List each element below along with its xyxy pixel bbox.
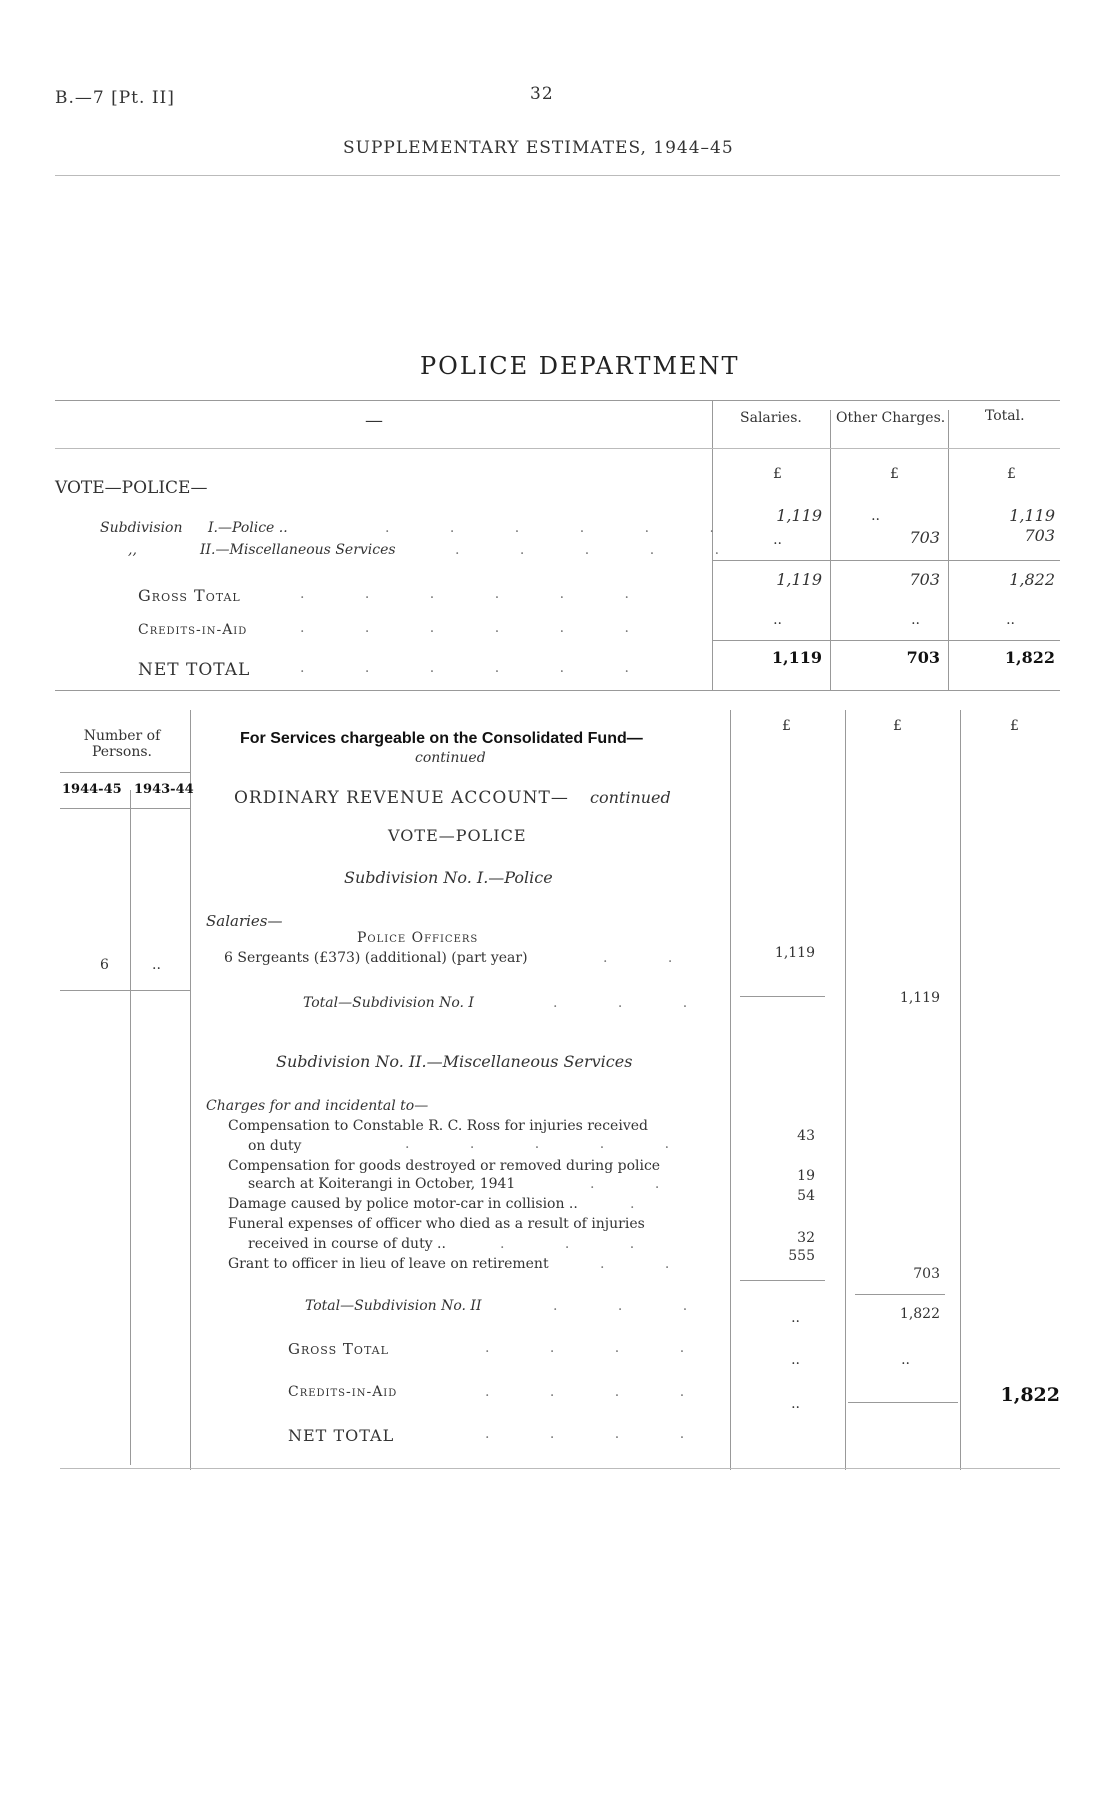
- sergeants-persons-1944: 6: [100, 957, 109, 973]
- fund-continued: continued: [415, 750, 486, 766]
- summary-col-rule-3: [948, 410, 949, 690]
- detail-bottom-rule: [60, 1468, 1060, 1469]
- page-reference: B.—7 [Pt. II]: [55, 88, 175, 108]
- item1-amount: 43: [797, 1128, 815, 1144]
- row1-prefix: Subdivision: [100, 520, 183, 536]
- year-rule: [60, 808, 190, 809]
- fund-heading: For Services chargeable on the Consolidated Fund—: [240, 730, 643, 747]
- credits-salaries: ..: [773, 612, 782, 628]
- detail-col-rule-1: [730, 710, 731, 1470]
- sub1-heading: Subdivision No. I.—Police: [344, 868, 553, 887]
- item5-amount: 555: [788, 1248, 815, 1264]
- detail-net-leader: . . . .: [485, 1426, 713, 1442]
- net-total-other: 703: [906, 648, 940, 667]
- detail-credits-col2: ..: [901, 1352, 910, 1368]
- item3-amount: 54: [797, 1188, 815, 1204]
- gross-total-other: 703: [909, 570, 940, 589]
- detail-gross-label: Gross Total: [288, 1340, 389, 1358]
- sub1-total-leader: . . .: [553, 995, 716, 1011]
- net-total-label: NET TOTAL: [138, 660, 251, 680]
- detail-credits-label: Credits-in-Aid: [288, 1384, 398, 1400]
- row2-leader: . . . . .: [455, 542, 748, 558]
- sub2-total-label: Total—Subdivision No. II: [305, 1298, 482, 1314]
- sergeants-persons-1943: ..: [152, 957, 161, 973]
- currency-salaries: £: [773, 466, 782, 482]
- row-sum-rule: [712, 560, 1060, 561]
- summary-col-rule-2: [830, 410, 831, 690]
- salaries-label: Salaries—: [206, 912, 283, 930]
- detail-credits-col1: ..: [791, 1352, 800, 1368]
- item4-amount: 32: [797, 1230, 815, 1246]
- item4-leader: . . .: [500, 1236, 663, 1252]
- persons-bottom-rule: [60, 990, 190, 991]
- currency-total: £: [1007, 466, 1016, 482]
- col-header-total: Total.: [985, 408, 1025, 424]
- year-1944: 1944-45: [62, 782, 122, 797]
- gross-total-salaries: 1,119: [776, 570, 822, 589]
- detail-col-rule-3: [960, 710, 961, 1470]
- persons-header-rule: [60, 772, 190, 773]
- summary-dash-header: —: [365, 410, 383, 431]
- item5-leader: . .: [600, 1256, 698, 1272]
- gross-total-total: 1,822: [1009, 570, 1055, 589]
- row2-label: II.—Miscellaneous Services: [200, 542, 396, 558]
- sub-sum-rule: [855, 1294, 945, 1295]
- detail-col-rule-2: [845, 710, 846, 1470]
- net-total-salaries: 1,119: [771, 648, 822, 667]
- page-number: 32: [530, 84, 554, 104]
- sub2-total-leader: . . .: [553, 1298, 716, 1314]
- net-total-leader: . . . . . .: [300, 660, 657, 676]
- net-total-total: 1,822: [1004, 648, 1055, 667]
- detail-net-total: 1,822: [1000, 1384, 1060, 1406]
- year-1943: 1943-44: [134, 782, 194, 797]
- account-continued: continued: [590, 788, 671, 807]
- detail-persons-rule: [190, 710, 191, 1470]
- row1-leader: . . . . . .: [385, 520, 742, 536]
- item1-leader: . . . . .: [405, 1136, 698, 1152]
- detail-currency-1: £: [782, 718, 791, 734]
- row2-prefix: ,,: [128, 542, 137, 558]
- detail-gross-col1: ..: [791, 1310, 800, 1326]
- sub2-total-amount: 703: [913, 1266, 940, 1282]
- summary-bottom-rule: [55, 690, 1060, 691]
- vote-heading: VOTE—POLICE: [388, 826, 527, 845]
- persons-header: Number of Persons.: [83, 728, 161, 760]
- item5-line1: Grant to officer in lieu of leave on retirement: [228, 1256, 549, 1272]
- row2-other: 703: [909, 528, 940, 547]
- sergeants-leader: . .: [603, 950, 701, 966]
- gross-total-leader: . . . . . .: [300, 586, 657, 602]
- sergeants-sum-rule: [740, 996, 825, 997]
- detail-year-rule: [130, 790, 131, 1465]
- credits-total: ..: [1006, 612, 1015, 628]
- detail-net-col1: ..: [791, 1396, 800, 1412]
- running-title: SUPPLEMENTARY ESTIMATES, 1944–45: [343, 138, 734, 158]
- header-rule: [55, 175, 1060, 176]
- sub1-total-amount: 1,119: [899, 990, 940, 1006]
- item2-line2: search at Koiterangi in October, 1941: [248, 1176, 516, 1192]
- row1-other: ..: [871, 508, 880, 524]
- sub2-heading: Subdivision No. II.—Miscellaneous Services: [276, 1052, 633, 1071]
- account-heading: ORDINARY REVENUE ACCOUNT—: [234, 788, 569, 808]
- credits-leader: . . . . . .: [300, 620, 657, 636]
- row2-total: 703: [1024, 526, 1055, 545]
- detail-currency-2: £: [893, 718, 902, 734]
- credits-rule: [712, 640, 1060, 641]
- sergeants-amount: 1,119: [774, 945, 815, 961]
- item1-line1: Compensation to Constable R. C. Ross for injuries received: [228, 1118, 648, 1134]
- col-header-other: Other Charges.: [836, 410, 946, 426]
- item1-line2: on duty: [248, 1138, 302, 1154]
- detail-net-label: NET TOTAL: [288, 1426, 395, 1445]
- items-sum-rule: [740, 1280, 825, 1281]
- item2-leader: . .: [590, 1176, 688, 1192]
- summary-header-rule: [55, 448, 1060, 449]
- item2-amount: 19: [797, 1168, 815, 1184]
- detail-currency-3: £: [1010, 718, 1019, 734]
- officers-label: Police Officers: [357, 930, 479, 946]
- col-header-salaries: Salaries.: [740, 410, 802, 426]
- row1-total: 1,119: [1009, 506, 1055, 525]
- detail-credits-leader: . . . .: [485, 1384, 713, 1400]
- credits-other: ..: [911, 612, 920, 628]
- detail-net-rule: [848, 1402, 958, 1403]
- item4-line2: received in course of duty ..: [248, 1236, 446, 1252]
- summary-top-rule: [55, 400, 1060, 401]
- charges-label: Charges for and incidental to—: [206, 1098, 429, 1114]
- row1-salaries: 1,119: [776, 506, 822, 525]
- gross-total-label: Gross Total: [138, 586, 241, 605]
- item3-leader: .: [630, 1196, 663, 1212]
- sub1-total-label: Total—Subdivision No. I: [303, 995, 474, 1011]
- currency-other: £: [890, 466, 899, 482]
- item4-line1: Funeral expenses of officer who died as a result of injuries: [228, 1216, 645, 1232]
- row2-salaries: ..: [773, 532, 782, 548]
- item2-line1: Compensation for goods destroyed or removed during police: [228, 1158, 661, 1174]
- item3-line1: Damage caused by police motor-car in collision ..: [228, 1196, 578, 1212]
- credits-label: Credits-in-Aid: [138, 622, 248, 638]
- row1-label: I.—Police ..: [208, 520, 288, 536]
- detail-gross-leader: . . . .: [485, 1340, 713, 1356]
- vote-label: VOTE—POLICE—: [55, 478, 208, 498]
- sergeants-label: 6 Sergeants (£373) (additional) (part year): [224, 950, 528, 966]
- department-title: POLICE DEPARTMENT: [420, 352, 740, 380]
- detail-gross-col2: 1,822: [899, 1306, 940, 1322]
